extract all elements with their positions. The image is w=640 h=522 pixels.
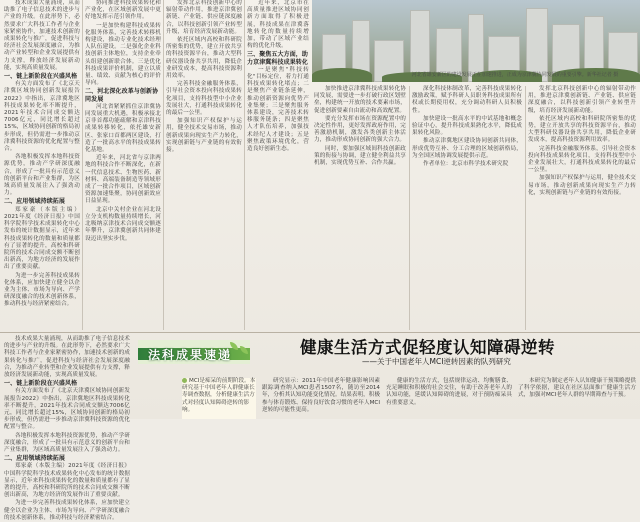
column-divider	[525, 86, 526, 330]
article-paragraph: 健康的生活方式，包括规律运动、均衡膳食、充足睡眠和积极的社会交往，有助于改善老年人的认知功能，延缓认知障碍的进展，对于预防痴呆具有重要意义。	[386, 378, 512, 406]
article-column-1	[262, 378, 380, 419]
paragraph: 加强知识产权保护与运用，健全技术交易市场，推动创新成果向现实生产力转化，实现创新链与产业链的有效衔接。	[166, 118, 242, 154]
paragraph: 为进一步完善科技成果转化体系，应加快建立健全以企业为主体、市场为导向、产学研深度融合的技术创新体系，推动科技与经济紧密结合。	[4, 500, 130, 521]
section-banner	[138, 340, 250, 364]
paragraph: 发挥北京科技创新中心的辐射带动作用，推进京津冀创新链、产业链、供应链深度融合，以科技创新引领产业转型升级，培育经济发展新动能。	[528, 86, 636, 114]
column-divider	[163, 0, 164, 330]
banner-label: 法科成果速递	[148, 348, 233, 362]
paragraph: 发挥北京科技创新中心的辐射带动作用，推进京津冀创新链、产业链、供应链深度融合，以科技创新引领产业转型升级，培育经济发展新动能。	[166, 0, 242, 35]
paragraph: 郑家豪（本版主编）2021年度《经济日报》中国科学院科学技术成果转化中心发布的统计数据显示，近年来科技成果转化的数量和质量都有了显著的提升，高校和科研院所的技术合同成交额不断创出新高，为地方经济的发展作出了重要贡献。	[4, 206, 80, 271]
section-divider	[0, 332, 640, 333]
article-column-3	[518, 378, 636, 419]
paragraph: 依托区域内高校和科研院所密集的优势，建立开放共享的科技资源平台，推动大型科研仪器设备共享共用，降低企业研发成本，提高科技资源利用效率。	[528, 115, 636, 144]
text-column-3	[166, 0, 242, 330]
paragraph: 一是聚焦"科技转化"目标定位，着力打通科技成果转化堵点；二是聚焦产业链条延伸，推动创新资源向优势产业集聚；三是聚焦服务体系建设，完善技术转移服务链条；四是聚焦人才队伍培养，加强技术经纪人才建设；五是聚焦政策环境优化，营造良好创新生态。	[247, 66, 309, 153]
paragraph: 加快建设一批高水平的中试基地和概念验证中心，提升科技成果熟化水平，降低成果转化风险。	[412, 115, 522, 137]
section-heading: 二、应用领域持续拓展	[4, 455, 66, 463]
article-paragraph: 研究显示：2011年中国老年健康影响因素跟踪调查纳入MCI患者1507名，随访至2014年，分析其认知功能变化情况。结果表明，积极参与体育锻炼、保持良好饮食习惯的老年人MCI逆转的可能性更高。	[262, 378, 380, 413]
paragraph: 加快推进京津冀科技成果转化协同发展，需要进一步打破行政区划壁垒，构建统一开放的技术要素市场，促进创新要素自由流动和高效配置。	[314, 86, 406, 114]
section-heading: 二、应用领域持续拓展	[4, 198, 66, 206]
paragraph: 一是加快构建科技成果转化服务体系，完善技术转移机构建设，推动专业化技术经理人队伍建设。二是强化企业科技创新主体地位，支持企业牵头组建创新联合体。三是优化科技成果评价机制，建立以质量、绩效、贡献为核心的评价导向。	[85, 22, 161, 87]
paragraph: 近年来，河北省与京津两地的科技合作不断深化，在新一代信息技术、生物医药、新材料、高端装备制造等领域形成了一批合作项目，区域创新资源加速集聚，协同创新效应日益显现。	[85, 155, 161, 205]
paragraph: 为进一步完善科技成果转化体系，应加快建立健全以企业为主体、市场为导向、产学研深度融合的技术创新体系，推动科技与经济紧密结合。	[4, 272, 80, 308]
paragraph: 有关方面发布了《北京天津冀区域协同创新发展报告2022》中指出，京津冀地区科技成果转化率不断提升，2021年技术合同成交额达7006亿元，同比增长超过15%，区域协同创新的格局初步形成，但仍需进一步推动京津冀科技资源的优化配置与整合。	[4, 81, 80, 153]
paragraph: 技术成果大量涌现，从而助推了电子信息技术的进步与产业的升级。在此形势下，必然要求广大科技工作者与企业家紧密协作，加速技术创新的成果转化与推广，促进科技与经济社会发展深度融合，为推动产业转型和企业发展提供有力支撑，释放经济发展新动能，实现高质量发展。	[4, 0, 80, 71]
text-column-1	[4, 0, 80, 330]
abstract-text: MCI是痴呆的前期阶段。本研究基于中国老年人群健康长寿调查数据，分析健康生活方式对轻度认知障碍逆转的影响。	[182, 378, 256, 413]
photo-caption: 河北省雄安新区的建设发展正在加速推进，正成为京津冀协同发展的重要引擎。新华社记者 摄	[411, 72, 619, 78]
section-heading: 一、链上新阶段在兴盛风格	[4, 73, 78, 81]
paragraph: 近年来，北京市在高质量推进区域协同创新方面取得了积极进展，科技成果在津冀落地转化的数量持续增加，带动了区域产业结构的优化升级。	[247, 0, 309, 50]
paragraph: 深化科技体制改革，完善科技成果转化激励政策，赋予科研人员职务科技成果所有权或长期使用权，充分调动科研人员积极性。	[412, 86, 522, 114]
paragraph: 同时，要加强区域间科技创新政策的衔接与协调，建立健全利益共享机制，实现优势互补、合作共赢。	[314, 145, 406, 167]
text-column-8	[4, 336, 130, 521]
paragraph: 依托区域内高校和科研院所密集的优势，建立开放共享的科技资源平台，推动大型科研仪器设备共享共用，降低企业研发成本，提高科技资源利用效率。	[166, 37, 242, 80]
article-subhead: ——关于中国老年人MCI逆转因素的队列研究	[362, 357, 511, 366]
section-heading: 二、河北深化改革与创新协同发展	[85, 88, 159, 103]
bullet-icon	[182, 378, 187, 383]
paragraph: 协同推进科技成果转化和产业化，在区域创新发展中更好地发挥示范引领作用。	[85, 0, 161, 21]
city-skyline-photo	[312, 0, 640, 82]
text-column-4	[247, 0, 309, 330]
paragraph: 要充分发挥市场在资源配置中的决定性作用，更好发挥政府作用，完善激励机制，激发各类创新主体活力，推动形成协同创新的强大合力。	[314, 115, 406, 144]
paragraph: 加强知识产权保护与运用，健全技术交易市场，推动创新成果向现实生产力转化，实现创新链与产业链的有效衔接。	[528, 175, 636, 196]
paragraph: 有关方面发布了《北京天津冀区域协同创新发展报告2022》中指出，京津冀地区科技成果转化率不断提升，2021年技术合同成交额达7006亿元，同比增长超过15%，区域协同创新的格局初步形成，但仍需进一步推动京津冀科技资源的优化配置与整合。	[4, 388, 130, 431]
paragraph: 完善科技金融服务体系，引导社会资本投向科技成果转化项目，支持科技型中小企业发展壮大，打通科技成果转化的最后一公里。	[528, 145, 636, 174]
paragraph: 北京中关村企业在河北设立分支机构数量持续增长，河北吸纳京津技术合同成交额逐年攀升，京津冀创新共同体建设迈出坚实步伐。	[85, 206, 161, 242]
paragraph: 技术成果大量涌现，从而助推了电子信息技术的进步与产业的升级。在此形势下，必然要求广大科技工作者与企业家紧密协作，加速技术创新的成果转化与推广，促进科技与经济社会发展深度融合，为推动产业转型和企业发展提供有力支撑，释放经济发展新动能，实现高质量发展。	[4, 336, 130, 379]
column-divider	[244, 0, 245, 330]
column-divider	[82, 0, 83, 330]
article-abstract	[182, 378, 256, 419]
column-divider	[409, 86, 410, 330]
text-column-7	[528, 86, 636, 330]
text-column-2	[85, 0, 161, 330]
paragraph: 郑家豪（本版主编）2021年度《经济日报》中国科学院科学技术成果转化中心发布的统计数据显示，近年来科技成果转化的数量和质量都有了显著的提升，高校和科研院所的技术合同成交额不断创出新高，为地方经济的发展作出了重要贡献。	[4, 463, 130, 499]
paragraph: 河北省紧紧抓住京津冀协同发展重大机遇，积极承接北京非首都功能疏解和京津科技成果转移转化，依托雄安新区、张家口首都两区建设，打造了一批高水平的科技成果转化基地。	[85, 103, 161, 154]
article-headline: 健康生活方式促轻度认知障碍逆转	[300, 338, 555, 357]
article-column-2	[386, 378, 512, 419]
text-column-6	[412, 86, 522, 330]
section-heading: 一、链上新阶段在兴盛风格	[4, 380, 78, 388]
paragraph: 各地积极发挥本地科技资源优势，推动产学研深度融合，形成了一批具有示范意义的创新平台和产业集群，为区域高质量发展注入了强劲动力。	[4, 154, 80, 197]
paragraph: 作者单位：北京市科学技术研究院	[423, 161, 509, 168]
section-heading: 三、聚焦五大方面，助力京津冀科技成果转化	[247, 51, 309, 66]
article-paragraph: 本研究为制定老年人认知健康干预策略提供了科学依据，建议在社区层面推广健康生活方式，加强对MCI老年人群的早期筛查与干预。	[518, 378, 636, 399]
paragraph: 各地积极发挥本地科技资源优势，推动产学研深度融合，形成了一批具有示范意义的创新平台和产业集群，为区域高质量发展注入了强劲动力。	[4, 432, 130, 454]
text-column-5	[314, 86, 406, 330]
paragraph: 推动京津冀地区建设协同创新共同体，形成优势互补、分工合理的区域创新格局，为全国区域协调发展提供示范。	[412, 138, 522, 159]
paragraph: 完善科技金融服务体系，引导社会资本投向科技成果转化项目，支持科技型中小企业发展壮大，打通科技成果转化的最后一公里。	[166, 81, 242, 117]
